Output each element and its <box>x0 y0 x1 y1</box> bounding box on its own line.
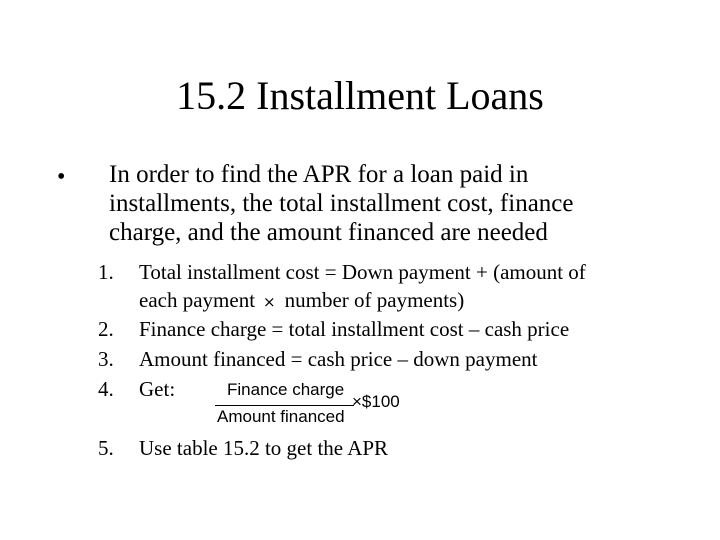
formula <box>213 376 413 432</box>
step-line: Use table 15.2 to get the APR <box>139 436 389 460</box>
step-text <box>139 345 694 373</box>
bullet-icon: • <box>57 164 66 190</box>
bullet-text <box>109 160 669 247</box>
formula-multiplier: ×$100 <box>352 392 400 411</box>
multiply-symbol: × <box>263 293 276 311</box>
step-line-part: each payment <box>139 288 256 312</box>
step-line: Total installment cost = Down payment + (amount of <box>139 260 586 284</box>
step-number: 4. <box>98 377 114 401</box>
bullet-line: charge, and the amount financed are needed <box>109 219 548 246</box>
bullet-line: In order to find the APR for a loan paid in <box>109 161 529 188</box>
step-number: 1. <box>98 260 114 284</box>
bullet-line: installments, the total installment cost, finance <box>109 190 574 217</box>
slide-title: 15.2 Installment Loans <box>176 73 544 118</box>
step-text <box>139 258 694 316</box>
step-line-part: number of payments) <box>284 288 465 312</box>
step-text <box>139 315 694 343</box>
step-number: 3. <box>98 347 114 371</box>
step-line <box>139 286 694 316</box>
formula-numerator: Finance charge <box>227 380 345 399</box>
step-line: Amount financed = cash price – down payment <box>139 347 538 371</box>
step-line: Finance charge = total installment cost – cash price <box>139 317 570 341</box>
fraction-bar <box>215 405 354 406</box>
step-number: 2. <box>98 317 114 341</box>
step-line: Get: <box>139 377 176 401</box>
step-number: 5. <box>98 436 114 460</box>
step-text <box>139 434 694 462</box>
formula-denominator: Amount financed <box>217 407 345 426</box>
